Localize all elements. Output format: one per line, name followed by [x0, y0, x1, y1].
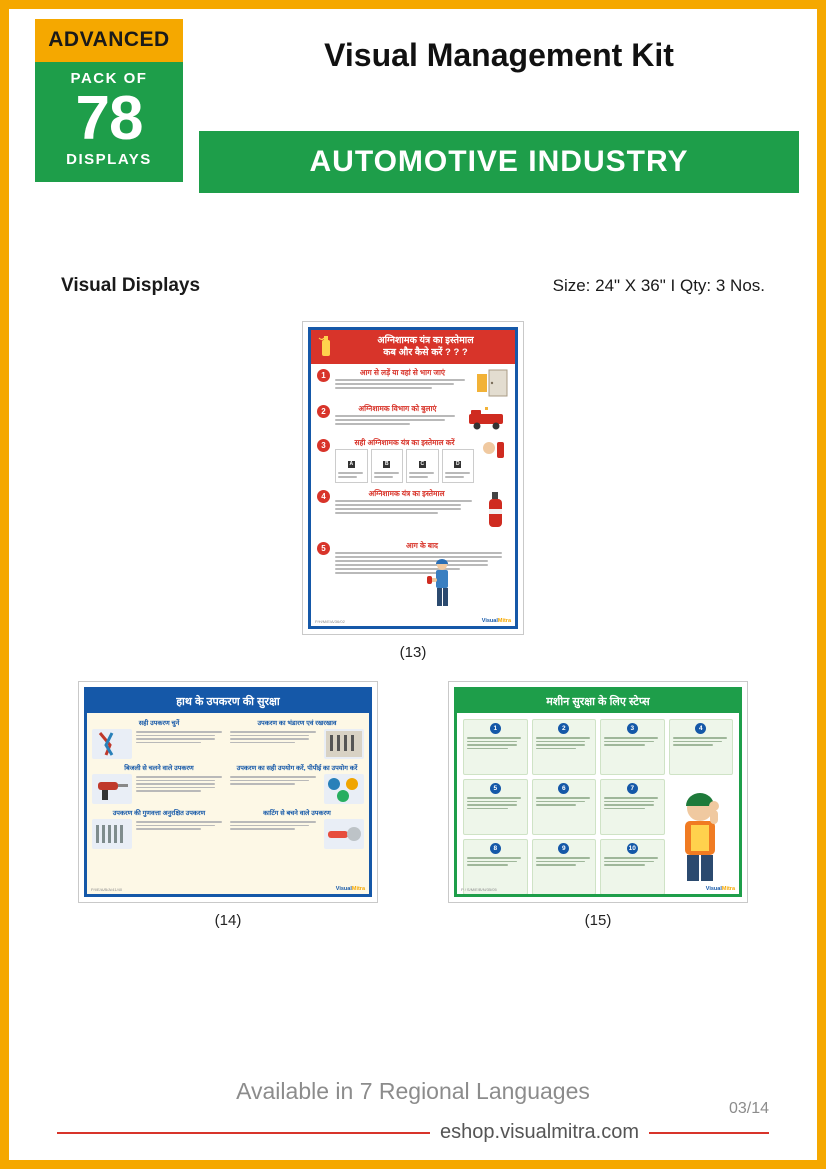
industry-banner: [199, 131, 799, 193]
logo-mitra: Mitra: [351, 886, 365, 892]
page-title: Visual Management Kit: [324, 37, 674, 73]
fire-class-cell: [335, 449, 368, 483]
cell-heading: उपकरण का भंडारण एवं रखरखाव: [257, 720, 337, 727]
fire-class-cell: [406, 449, 439, 483]
cell-heading: काटिंग से बचने वाले उपकरण: [263, 810, 331, 817]
step-body-lines: [335, 552, 509, 574]
step-heading: अग्निशामक यंत्र का इस्तेमाल: [368, 489, 445, 498]
badge-displays-label: DISPLAYS: [66, 151, 152, 168]
poster-code: P / S/M/E/B/N/35/05: [461, 886, 497, 892]
badge-pack-count: 78: [75, 84, 143, 153]
logo-visual: Visual: [481, 618, 498, 624]
website-link[interactable]: eshop.visualmitra.com: [440, 1121, 639, 1143]
step-number: 5: [317, 542, 330, 555]
fire-class-cell: [442, 449, 475, 483]
step-body-lines: [335, 415, 460, 425]
extinguisher-large-illustration: [483, 489, 509, 535]
step-body-lines: [335, 379, 470, 389]
fire-class-key: B: [384, 461, 389, 467]
poster-14-title: हाथ के उपकरण की सुरक्षा: [87, 690, 369, 713]
step-number: 3: [627, 723, 638, 734]
tool-board-illustration: [324, 729, 364, 759]
poster-13-step-4: [311, 485, 515, 537]
poster-14-footer: [87, 884, 369, 894]
poster-13-step-2: [311, 400, 515, 434]
pack-badge: [35, 19, 183, 182]
page-header: [9, 9, 817, 229]
poster-15-step-7: [600, 779, 665, 835]
poster-14-cell-3: [92, 763, 226, 804]
cell-lines: [136, 729, 226, 759]
fire-extinguisher-icon: [317, 335, 335, 357]
poster-15-step-5: [463, 779, 528, 835]
poster-15-step-3: [600, 719, 665, 775]
poster-14-cell-6: [230, 808, 364, 849]
step-number: 4: [317, 490, 330, 503]
poster-15-step-2: [532, 719, 597, 775]
section-subheader: [9, 275, 817, 297]
cell-lines: [230, 819, 320, 849]
poster-caption-13: (13): [399, 644, 427, 661]
visualmitra-logo: [706, 886, 735, 892]
poster-15-step-6: [532, 779, 597, 835]
poster-15-step-1: [463, 719, 528, 775]
step-heading: अग्निशामक विभाग को बुलाएं: [358, 404, 437, 413]
step-number: 8: [490, 843, 501, 854]
poster-13-footer: [311, 616, 515, 626]
hand-extinguisher-illustration: [479, 438, 509, 464]
step-number: 10: [628, 845, 636, 852]
safety-worker-illustration: [669, 788, 731, 884]
poster-item-13: [302, 321, 524, 661]
footer-rule-right: [649, 1132, 769, 1134]
step-heading: आग से लड़ें या वहां से भाग जाएं: [359, 368, 446, 377]
fire-class-key: C: [420, 461, 425, 467]
badge-pack-of-label: PACK OF: [70, 70, 148, 87]
worker-illustration: [427, 558, 457, 610]
cell-lines: [230, 774, 320, 804]
poster-14-cell-1: [92, 718, 226, 759]
step-heading: सही अग्निशामक यंत्र का इस्तेमाल करें: [354, 438, 455, 447]
poster-code: P/I/E/A/B/A/41/40: [91, 886, 123, 892]
poster-13-step-5: [311, 537, 515, 578]
section-title: Visual Displays: [61, 275, 201, 296]
poster-13-step-1: [311, 364, 515, 400]
visualmitra-logo: [482, 618, 511, 624]
poster-13-title: [311, 330, 515, 364]
size-qty-label: Size: 24" X 36" I Qty: 3 Nos.: [552, 276, 765, 295]
step-number: 4: [695, 723, 706, 734]
availability-note: Available in 7 Regional Languages: [236, 1078, 590, 1104]
logo-visual: Visual: [705, 886, 722, 892]
step-number: 7: [627, 783, 638, 794]
step-number: 1: [317, 369, 330, 382]
page-number: 03/14: [728, 1100, 769, 1117]
tool-set-illustration: [92, 819, 132, 849]
step-number: 5: [490, 783, 501, 794]
poster-image-15: [448, 681, 748, 903]
poster-caption-15: (15): [584, 912, 612, 929]
pliers-illustration: [92, 729, 132, 759]
badge-advanced-label: ADVANCED: [35, 19, 183, 62]
ppe-icons-illustration: [324, 774, 364, 804]
step-number: 2: [558, 723, 569, 734]
cell-lines: [136, 819, 226, 849]
fire-class-key: A: [349, 461, 354, 467]
poster-14-cell-5: [92, 808, 226, 849]
cell-lines: [136, 774, 226, 804]
poster-13-step-3: [311, 434, 515, 485]
badge-body: [35, 62, 183, 182]
poster-item-14: [78, 681, 378, 929]
footer-website-line: [9, 1121, 817, 1144]
exit-door-illustration: [475, 368, 509, 398]
page-footer: [9, 1078, 817, 1144]
fire-class-cell: [371, 449, 404, 483]
poster-14-cell-4: [230, 763, 364, 804]
logo-mitra: Mitra: [721, 886, 735, 892]
power-drill-illustration: [92, 774, 132, 804]
poster-13-title-line2: कब और कैसे करें ? ? ?: [383, 347, 468, 358]
cell-heading: बिजली से चलने वाले उपकरण: [124, 765, 194, 772]
step-number: 3: [317, 439, 330, 452]
poster-15-title: मशीन सुरक्षा के लिए स्टेप्स: [457, 690, 739, 713]
angle-grinder-illustration: [324, 819, 364, 849]
step-heading: आग के बाद: [405, 541, 439, 550]
poster-row-bottom: [9, 681, 817, 929]
cell-heading: सही उपकरण चुनें: [138, 720, 180, 727]
poster-14-cell-2: [230, 718, 364, 759]
poster-15-step-4: [669, 719, 734, 775]
fire-truck-illustration: [465, 404, 509, 432]
cell-heading: उपकरण का सही उपयोग करें, पीपीई का उपयोग करें: [236, 765, 358, 772]
logo-visual: Visual: [335, 886, 352, 892]
visualmitra-logo: [336, 886, 365, 892]
poster-15-footer: [457, 884, 739, 894]
poster-code: P/H/M/E/A/36/02: [315, 618, 345, 624]
step-number: 6: [558, 783, 569, 794]
footer-rule-left: [57, 1132, 430, 1134]
poster-image-14: [78, 681, 378, 903]
poster-13-title-line1: अग्निशामक यंत्र का इस्तेमाल: [377, 335, 474, 346]
fire-class-key: D: [455, 461, 460, 467]
poster-row-top: [9, 321, 817, 661]
cell-lines: [230, 729, 320, 759]
step-body-lines: [335, 500, 478, 514]
poster-caption-14: (14): [214, 912, 242, 929]
step-number: 1: [490, 723, 501, 734]
poster-image-13: [302, 321, 524, 635]
step-number: 9: [558, 843, 569, 854]
poster-14-grid: [87, 713, 369, 854]
industry-label: AUTOMOTIVE INDUSTRY: [309, 145, 689, 178]
logo-mitra: Mitra: [497, 618, 511, 624]
cell-heading: उपकरण की गुणवत्ता अनुरक्षित उपकरण: [112, 810, 206, 817]
poster-item-15: [448, 681, 748, 929]
fire-class-table: [335, 449, 474, 483]
step-number: 2: [317, 405, 330, 418]
